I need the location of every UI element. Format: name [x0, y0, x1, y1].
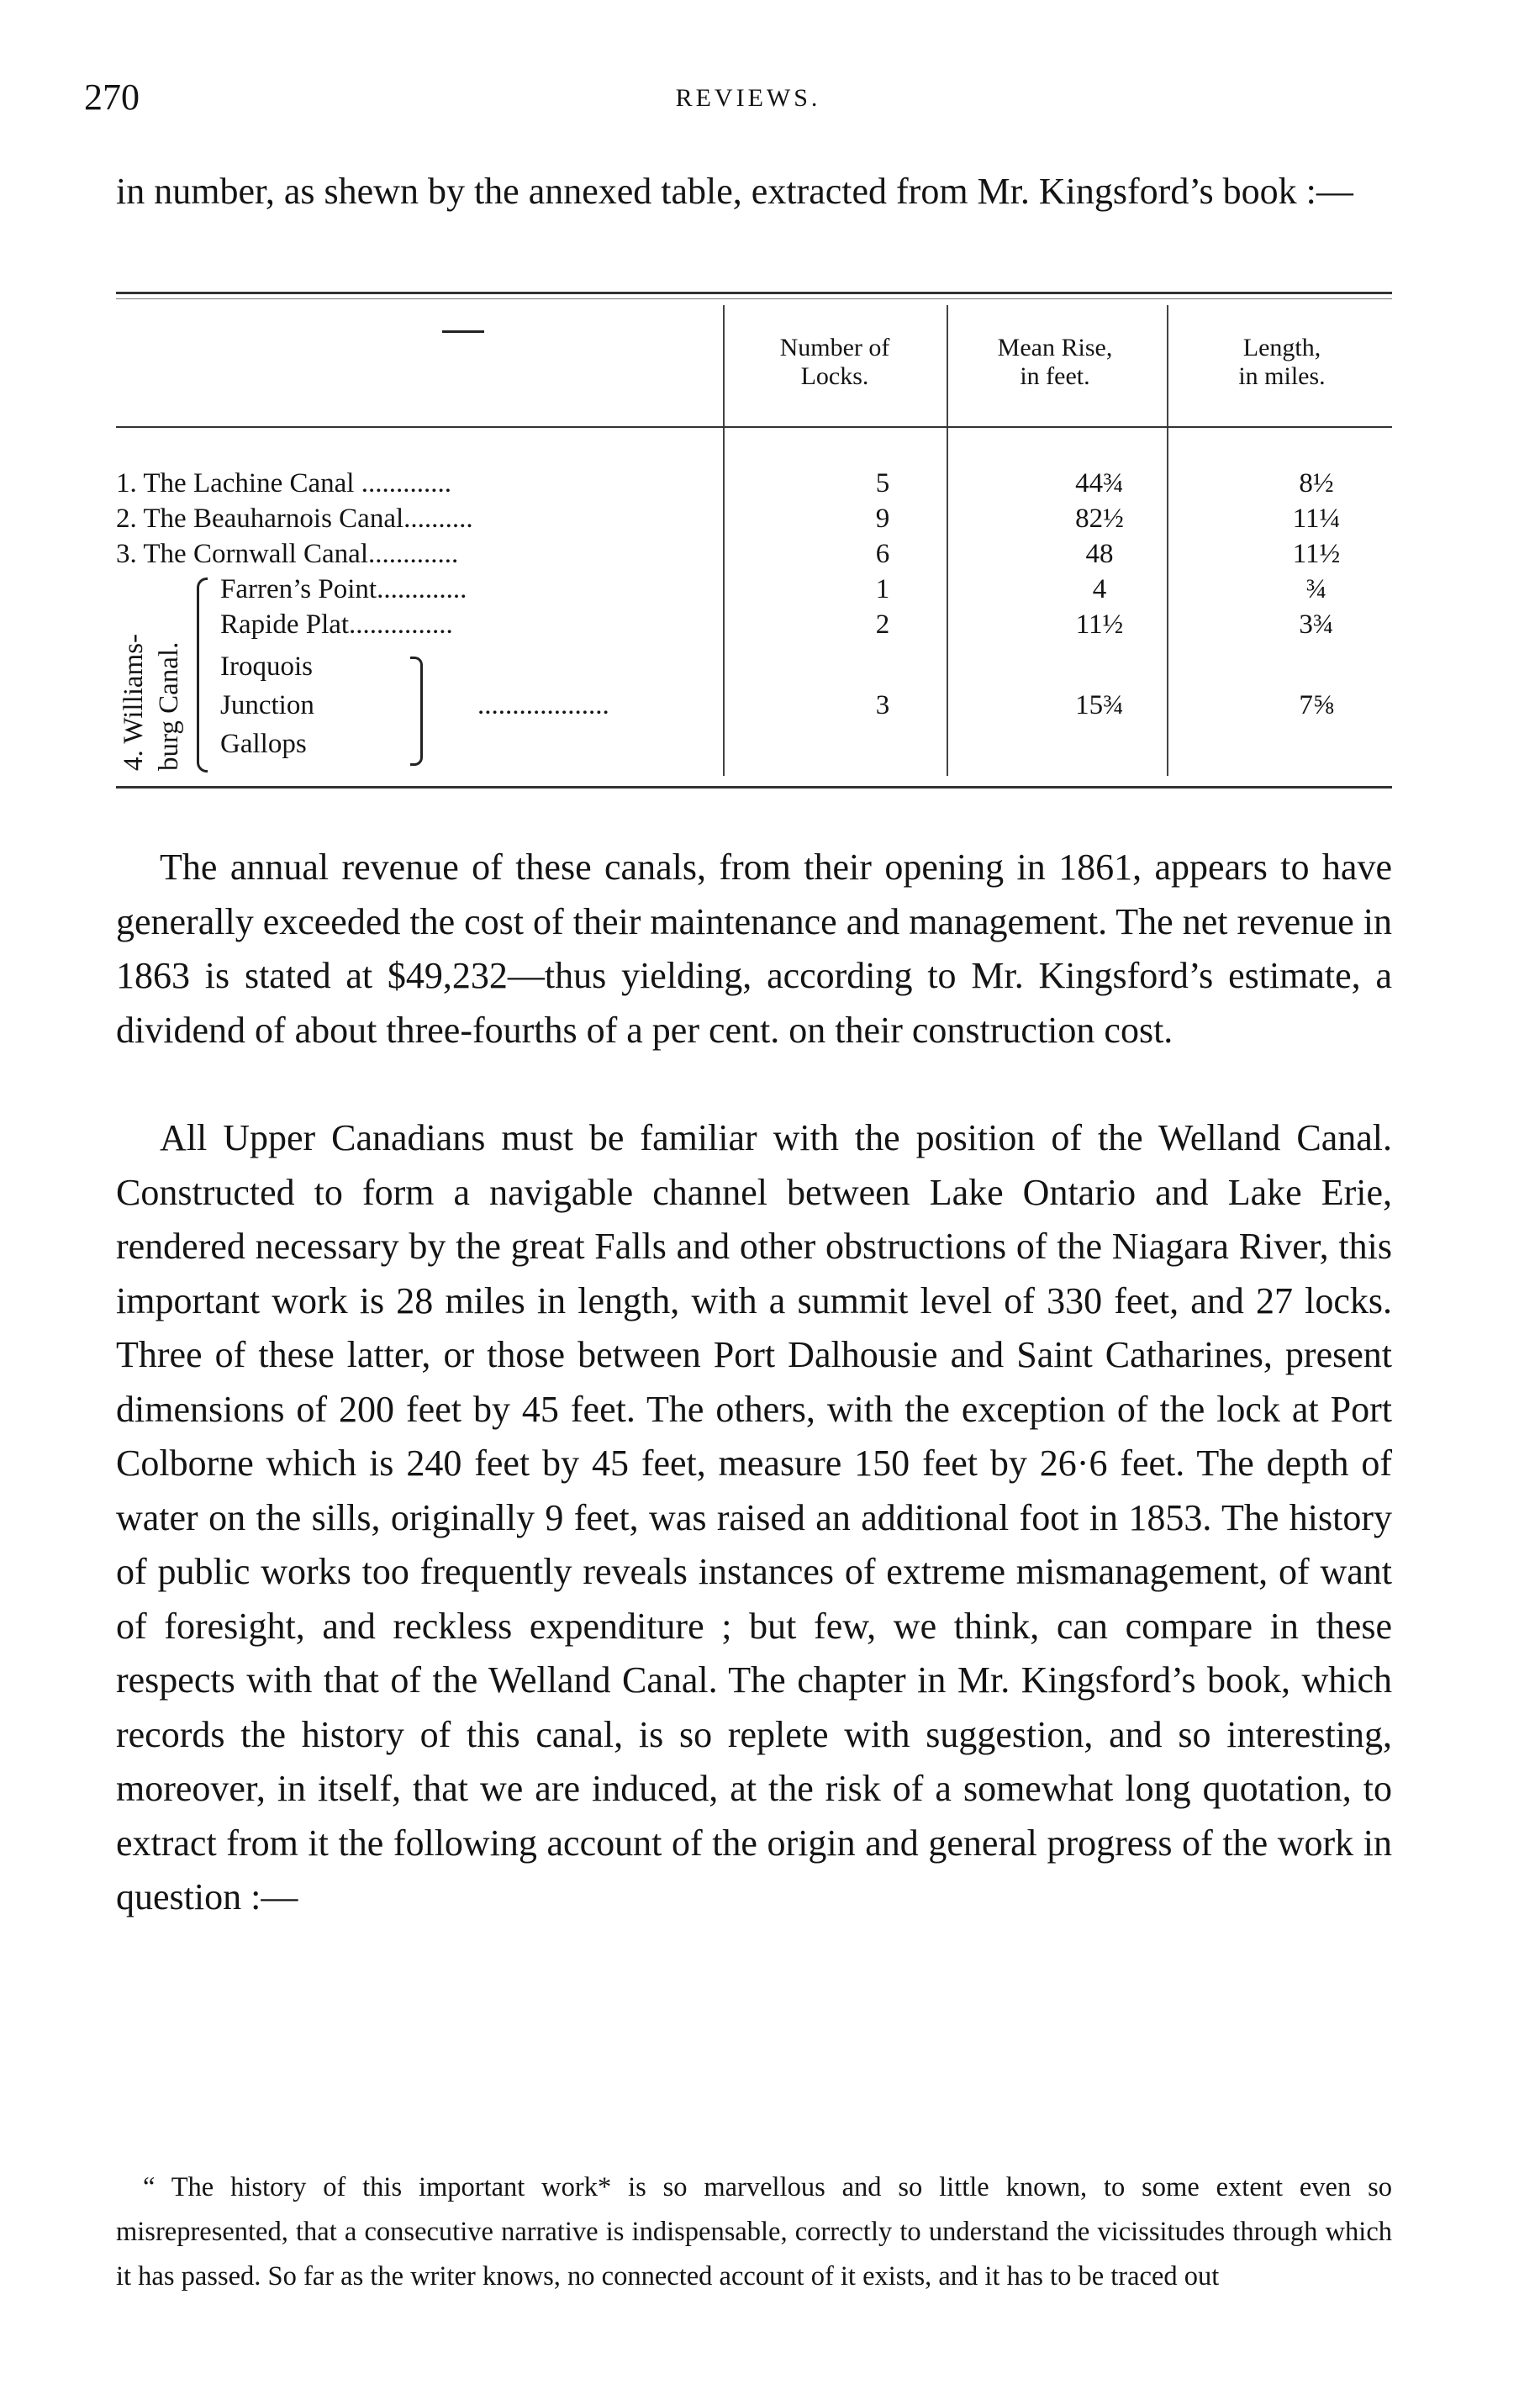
table-row: Gallops [220, 729, 307, 759]
group-label-canal: burg Canal. [154, 641, 184, 771]
col-header-locks: Number of Locks. [779, 334, 890, 390]
block-quote: “ The history of this important work* is so marvellous and so little known, to some extent even so misrepresented, that a consecutive narrative is indispensable, correctly to understand the vicissitudes through which it has passed. So far as the writer knows, no connected account of it exists, and it has to be traced out [116, 2172, 1392, 2292]
group-label-williamsburg: 4. Williams- [119, 633, 149, 771]
table-row: Iroquois [220, 651, 313, 682]
table-head-rule [116, 426, 1392, 428]
page-number: 270 [84, 76, 140, 118]
table-bottom-rule [116, 786, 1392, 789]
table-row: Rapide Plat............... 2 11½ 3¾ [220, 609, 1334, 640]
table-row: 2. The Beauharnois Canal.......... 9 82½ 11¼ [116, 504, 1341, 534]
table-row: 1. The Lachine Canal ............. 5 44¾ 8½ [116, 468, 1334, 498]
col-header-length: Length, in miles. [1238, 334, 1326, 390]
running-head: REVIEWS. [675, 84, 821, 112]
table-row: 3. The Cornwall Canal............. 6 48 11½ [116, 539, 1341, 569]
intro-text: in number, as shewn by the annexed table, extracted from Mr. Kingsford’s book :— [116, 171, 1353, 212]
header-blank-dash [442, 330, 484, 333]
table-top-rule-2 [116, 298, 1392, 299]
paragraph-revenue: The annual revenue of these canals, from their opening in 1861, appears to have generally exceeded the cost of their maintenance and management. The net revenue in 1863 is stated at $49,232—thus yielding, according to Mr. Kingsford’s estimate, a dividend of about three-fourths of a per cent. on their construction cost. [116, 847, 1392, 1051]
table-row: Farren’s Point............. 1 4 ¾ [220, 574, 1327, 604]
col-header-rise: Mean Rise, in feet. [997, 334, 1113, 390]
junction-brace [410, 657, 423, 766]
paragraph-welland: All Upper Canadians must be familiar with the position of the Welland Canal. Constructed to form a navigable channel between Lake Ontario and Lake Erie, rendered necessary by the great Falls and other obstructions of the Niagara River, this important work is 28 miles in length, with a summit level of 330 feet, and 27 locks. Three of these latter, or those between Port Dalhousie and Saint Catharines, present dimensions of 200 feet by 45 feet. The others, with the exception of the lock at Port Colborne which is 240 feet by 45 feet, measure 150 feet by 26·6 feet. The depth of water on the sills, originally 9 feet, was raised an additional foot in 1853. The history of public works too frequently reveals instances of extreme mismanagement, of want of foresight, and reckless expenditure ; but few, we think, can compare in these respects with that of the Welland Canal. The chapter in Mr. Kingsford’s book, which records the history of this canal, is so replete with suggestion, and so interesting, moreover, in itself, that we are induced, at the risk of a somewhat long quotation, to extract from it the following account of the origin and general progress of the work in question :— [116, 1117, 1392, 1917]
canal-table [116, 282, 1392, 803]
page-header [84, 76, 1412, 126]
table-row: Junction ................... 3 15¾ 7⅝ [220, 690, 1334, 720]
table-top-rule [116, 292, 1392, 294]
